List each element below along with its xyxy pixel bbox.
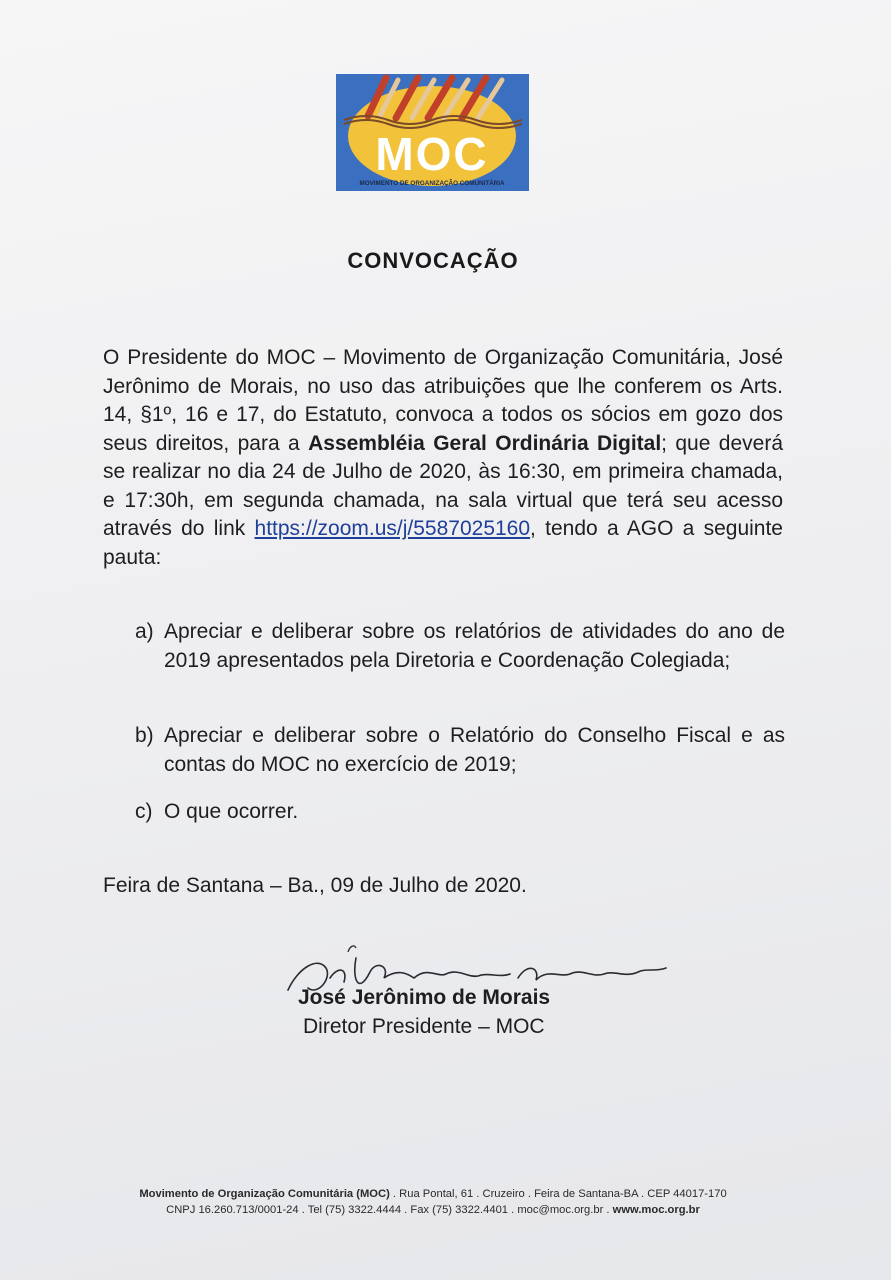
agenda-letter: c): [135, 800, 153, 823]
agenda-text: O que ocorrer.: [164, 800, 299, 823]
svg-text:MOVIMENTO DE ORGANIZAÇÃO COMUN: MOVIMENTO DE ORGANIZAÇÃO COMUNITÁRIA: [359, 180, 505, 187]
assembly-name: Assembléia Geral Ordinária Digital: [308, 431, 662, 455]
svg-text:MOC: MOC: [375, 128, 489, 180]
agenda-item-a: [135, 618, 785, 675]
moc-logo-graphic: [336, 74, 529, 191]
document-title: CONVOCAÇÃO: [347, 248, 519, 273]
letterhead-footer: [0, 1186, 866, 1218]
footer-line-1: [0, 1186, 866, 1202]
intro-text-1: O Presidente do MOC – Movimento de Organização Comunitária, José Jerônimo de Morais, no uso das atribuições que lhe conferem os Arts. 14, §1º, 16 e 17, do Estatuto, convoca a todos os sócios em gozo dos seus direitos, para a: [103, 346, 783, 455]
agenda-letter: a): [135, 620, 154, 643]
agenda-item-c: [135, 798, 785, 827]
signer-name: José Jerônimo de Morais: [298, 986, 551, 1009]
agenda-item-b: [135, 722, 785, 779]
footer-line-2: [0, 1202, 866, 1218]
moc-logo: [336, 74, 529, 191]
agenda-text: Apreciar e deliberar sobre os relatórios de atividades do ano de 2019 apresentados pela Diretoria e Coordenação Colegiada;: [164, 620, 785, 672]
footer-address: . Rua Pontal, 61 . Cruzeiro . Feira de Santana-BA . CEP 44017-170: [389, 1188, 727, 1200]
intro-text-3: , tendo a AGO a seguinte pauta:: [103, 517, 783, 569]
intro-text-2: ; que deverá se realizar no dia 24 de Julho de 2020, às 16:30, em primeira chamada, e 17:30h, em segunda chamada, na sala virtual que terá seu acesso através do link: [103, 431, 783, 540]
footer-org-name: Movimento de Organização Comunitária (MOC): [139, 1188, 390, 1200]
footer-website[interactable]: www.moc.org.br: [612, 1204, 700, 1216]
signer-role: Diretor Presidente – MOC: [303, 1015, 545, 1038]
convocation-paragraph: [103, 344, 783, 572]
footer-contacts: CNPJ 16.260.713/0001-24 . Tel (75) 3322.4444 . Fax (75) 3322.4401 . moc@moc.org.br .: [166, 1204, 613, 1216]
agenda-text: Apreciar e deliberar sobre o Relatório do Conselho Fiscal e as contas do MOC no exercício de 2019;: [164, 724, 785, 776]
zoom-link[interactable]: https://zoom.us/j/5587025160: [254, 517, 531, 540]
agenda-letter: b): [135, 724, 154, 747]
place-and-date: Feira de Santana – Ba., 09 de Julho de 2020.: [103, 874, 527, 897]
